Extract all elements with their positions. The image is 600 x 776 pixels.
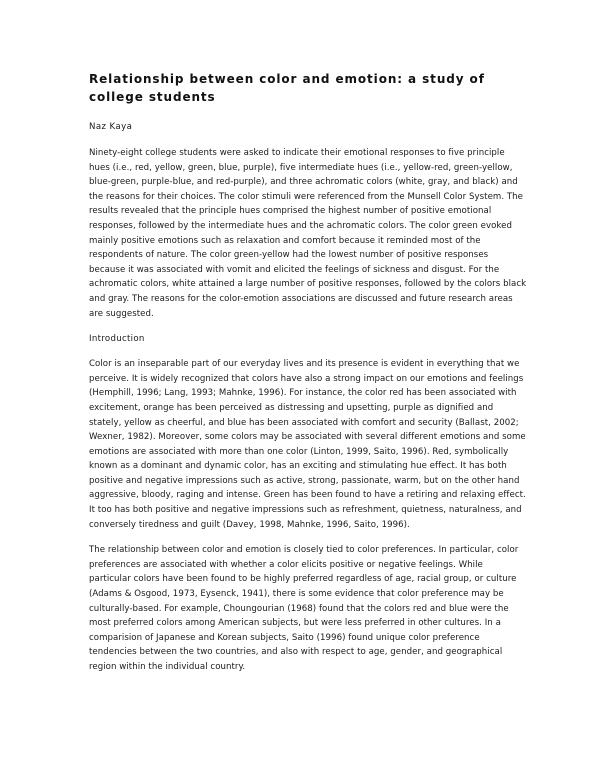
paper-title: Relationship between color and emotion: a study of college students [89,72,485,104]
paper-body [89,70,527,686]
intro-paragraph-2: The relationship between color and emotion is closely tied to color preferences. In particular, color preferences are associated with whether a color elicits positive or negative feelings. While particular colors have been found to be highly preferred regardless of age, racial group, or culture (Adams & Osgood, 1973, Eysenck, 1941), there is some evidence that color preference may be culturally-based. For example, Choungourian (1968) found that the colors red and blue were the most preferred colors among American subjects, but were less preferred in other cultures. In a comparision of Japanese and Korean subjects, Saito (1996) found unique color preference tendencies between the two countries, and also with respect to age, gender, and geographical region within the individual country. [89,545,519,672]
intro-paragraph-1: Color is an inseparable part of our everyday lives and its presence is evident in everything that we perceive. It is widely recognized that colors have also a strong impact on our emotions and feelings (Hemphill, 1996; Lang, 1993; Mahnke, 1996). For instance, the color red has been associated with excitement, orange has been perceived as distressing and upsetting, purple as dignified and stately, yellow as cheerful, and blue has been associated with comfort and security (Ballast, 2002; Wexner, 1982). Moreover, some colors may be associated with several different emotions and some emotions are associated with more than one color (Linton, 1999, Saito, 1996). Red, symbolically known as a dominant and dynamic color, has an exciting and stimulating hue effect. It has both positive and negative impressions such as active, strong, passionate, warm, but on the other hand aggressive, bloody, raging and intense. Green has been found to have a retiring and relaxing effect. It too has both positive and negative impressions such as refreshment, quietness, naturalness, and conversely tiredness and guilt (Davey, 1998, Mahnke, 1996, Saito, 1996). [89,359,526,530]
abstract-paragraph: Ninety-eight college students were asked to indicate their emotional responses to five principle hues (i.e., red, yellow, green, blue, purple), five intermediate hues (i.e., yellow-red, green-yellow, blue-green, purple-blue, and red-purple), and three achromatic colors (white, gray, and black) and the reasons for their choices. The color stimuli were referenced from the Munsell Color System. The results revealed that the principle hues comprised the highest number of positive emotional responses, followed by the intermediate hues and the achromatic colors. The color green evoked mainly positive emotions such as relaxation and comfort because it reminded most of the respondents of nature. The color green-yellow had the lowest number of positive responses because it was associated with vomit and elicited the feelings of sickness and disgust. For the achromatic colors, white attained a large number of positive responses, followed by the colors black and gray. The reasons for the color-emotion associations are discussed and future research areas are suggested. [89,148,527,319]
section-heading-introduction: Introduction [89,334,145,345]
author-name: Naz Kaya [89,122,133,132]
